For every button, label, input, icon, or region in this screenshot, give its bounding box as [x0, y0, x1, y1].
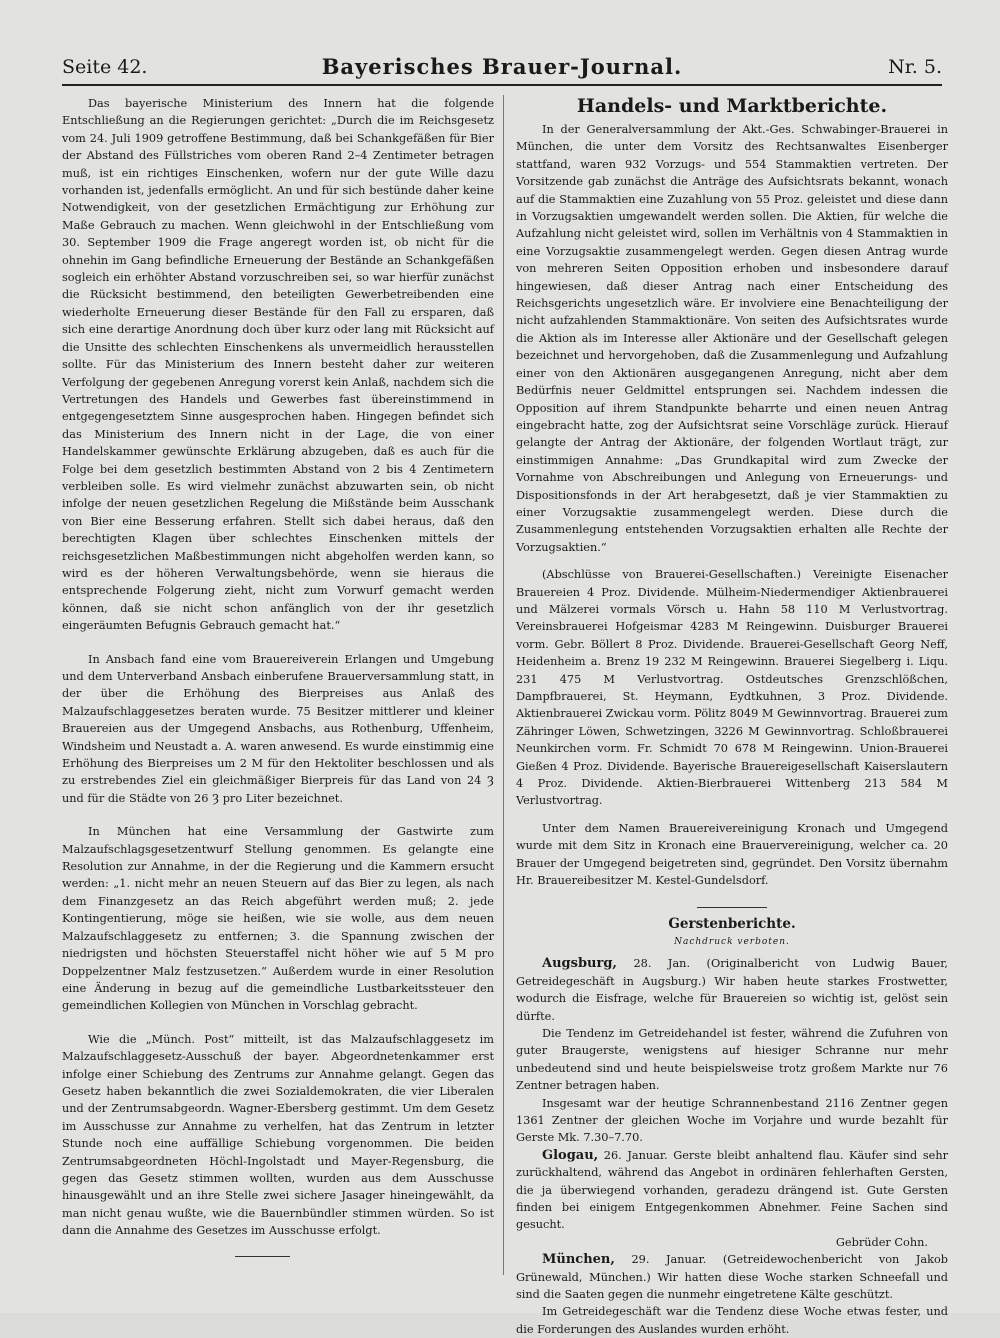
article-schwabinger: In der Generalversammlung der Akt.-Ges. Schwabinger-Brauerei in München, die unter dem Vorsitz des Rechtsanwaltes Eisenberger stattfand, waren 932 Vorzugs- und 554 Stammaktien vertreten. Der Vorsitzende gab zunächst die Anträge des Aufsichtsrats bekannt, wonach auf die Stammaktien eine Zuzahlung von 55 Proz. geleistet und diese dann in Vorzugsaktien umgewandelt werden sollen. Die Aktien, für welche die Aufzahlung nicht geleistet wird, sollen im Verhältnis von 4 Stammaktien in eine Vorzugsaktie zusammengelegt werden. Gegen diesen Antrag wurde von mehreren Seiten Opposition erhoben und insbesondere darauf hingewiesen, daß dieser Antrag nach einer Entscheidung des Reichsgerichts ungesetzlich wäre. Er involviere eine Benachteiligung der nicht aufzahlenden Stammaktionäre. Von seiten des Aufsichtsrates wurde die Aktion als im Interesse aller Aktionäre und der Gesellschaft gelegen bezeichnet und hervorgehoben, daß die Zusammenlegung und Aufzahlung einer von den Aktionären ausgegangenen Anregung, nicht aber dem Bedürfnis neuer Geldmittel entsprungen sei. Nachdem indessen die Opposition auf ihrem Standpunkte beharrte und einen neuen Antrag eingebracht hatte, zog der Aufsichtsrat seine Vorschläge zurück. Hierauf gelangte der Antrag der Aktionäre, der folgenden Wortlaut trägt, zur einstimmigen Annahme: „Das Grundkapital wird zum Zwecke der Vornahme von Abschreibungen und Anlegung von Erneuerungs- und Dispositionsfonds in der Art herabgesetzt, daß je vier Stammaktien zu einer Vorzugsaktie zusammengelegt werden. Diese durch die Zusammenlegung entstehenden Vorzugsaktien erhalten alle Rechte der Vorzugsaktien.“ [516, 123, 948, 554]
header-rule [62, 84, 942, 86]
right-column [516, 95, 948, 1338]
article-kronach: Unter dem Namen Brauereivereinigung Kronach und Umgegend wurde mit dem Sitz in Kronach eine Brauervereinigung, welcher ca. 20 Brauer der Umgegend beigetreten sind, gegründet. Den Vorsitz übernahm Hr. Brauereibesitzer M. Kestel-Gundelsdorf. [516, 821, 948, 888]
end-rule [235, 1256, 290, 1257]
page-header [62, 56, 942, 86]
subsection-title: Gerstenberichte. [668, 916, 796, 933]
left-column [62, 95, 494, 1240]
article-muenchen-gastwirte: In München hat eine Versammlung der Gastwirte zum Malzaufschlagsgesetzentwurf Stellung genommen. Es gelangte eine Resolution zur Annahme, in der die Regierung und die Kammern ersucht werden: „1. nicht mehr an neuen Steuern auf das Bier zu legen, als nach dem Finanzgesetz an das Reich abgeführt werden muß; 2. jede Kontingentierung, möge sie heißen, wie sie wolle, aus dem neuen Malzaufschlaggesetz zu entfernen; 3. die Spannung zwischen der niedrigsten und höchsten Steuerstaffel nicht höher wie auf 5 M pro Doppelzentner Malz festzusetzen.“ Außerdem wurde in einer Resolution eine Änderung in bezug auf die gemeindliche Lustbarkeitssteuer den gemeindlichen Kollegien von München in Vorschlag gebracht. [62, 825, 494, 1013]
report-augsburg: Augsburg, 28. Jan. (Originalbericht von Ludwig Bauer, Getreidegeschäft in Augsburg.) Wir haben heute starkes Frostwetter, wodurch die Eisfrage, welche für Brauereien so wichtig ist, gelöst sein dürfte. [516, 956, 948, 1023]
section-title: Handels- und Marktberichte. [576, 95, 888, 117]
article-ansbach: In Ansbach fand eine vom Brauereiverein Erlangen und Umgebung und dem Unterverband Ansbach einberufene Brauerversammlung statt, in der über die Erhöhung des Bierpreises aus Anlaß des Malzaufschlaggesetzes beraten wurde. 75 Besitzer mittlerer und kleiner Brauereien aus der Umgegend Ansbachs, aus Rothenburg, Uffenheim, Windsheim und Neustadt a. A. waren anwesend. Es wurde einstimmig eine Erhöhung des Bierpreises um 2 M für den Hektoliter beschlossen und als zu erstrebendes Ziel ein gleichmäßiger Bierpreis für das Land von 24 Ȝ und für die Städte von 26 Ȝ pro Liter bezeichnet. [62, 652, 494, 805]
article-malzaufschlag: Wie die „Münch. Post“ mitteilt, ist das Malzaufschlaggesetz im Malzaufschlaggesetz-Ausschuß der bayer. Abgeordnetenkammer erst infolge einer Schiebung des Zentrums zur Annahme gelangt. Gegen das Gesetz haben bekanntlich die zwei Sozialdemokraten, die vier Liberalen und der Zentrumsabgeordn. Wagner-Ebersberg gestimmt. Um dem Gesetz im Ausschusse zur Annahme zu verhelfen, hat das Zentrum in letzter Stunde noch eine auffällige Schiebung vorgenommen. Die beiden Zentrumsabgeordneten Höchl-Ingolstadt und Mayer-Regensburg, die gegen das Gesetz stimmen wollten, wurden aus dem Ausschusse hinausgewählt und an ihre Stelle zwei sichere Jasager hineingewählt, da man nicht genau wußte, wie die Bauernbündler stimmen würden. So ist dann die Annahme des Gesetzes im Ausschusse erfolgt. [62, 1032, 494, 1238]
city-muenchen: München, [542, 1252, 615, 1268]
report-augsburg-3: Insgesamt war der heutige Schrannenbestand 2116 Zentner gegen 1361 Zentner der gleichen Woche im Vorjahre und wurde bezahlt für Gerste Mk. 7.30–7.70. [516, 1096, 948, 1145]
reprint-note: Nachdruck verboten. [674, 936, 790, 947]
journal-title: Bayerisches Brauer-Journal. [321, 54, 683, 79]
section-rule [697, 907, 767, 908]
column-divider [503, 95, 504, 1275]
city-augsburg: Augsburg, [542, 956, 617, 972]
report-glogau: Glogau, 26. Januar. Gerste bleibt anhaltend flau. Käufer sind sehr zurückhaltend, während das Angebot in ordinären fehlerhaften Gersten, die ja überwiegend vorhanden, geradezu drängend ist. Gute Gersten finden bei einigem Entgegenkommen Abnehmer. Feine Sachen sind gesucht. [516, 1147, 948, 1232]
page-number: Seite 42. [62, 56, 148, 78]
issue-number: Nr. 5. [888, 56, 942, 78]
report-muenchen-2: Im Getreidegeschäft war die Tendenz diese Woche etwas fester, und die Forderungen des Auslandes wurden erhöht. [516, 1305, 948, 1336]
city-glogau: Glogau, [542, 1147, 599, 1163]
article-ministry: Das bayerische Ministerium des Innern hat die folgende Entschließung an die Regierungen gerichtet: „Durch die im Reichsgesetz vom 24. Juli 1909 getroffene Bestimmung, daß bei Schankgefäßen für Bier der Abstand des Füllstriches vom oberen Rand 2–4 Zentimeter betragen muß, ist ein richtiges Einschenken, wofern nur der gute Wille dazu vorhanden ist, jedenfalls ermöglicht. An und für sich bestünde daher keine Notwendigkeit, von der gesetzlichen Ermächtigung zur Erhöhung zur Maße Gebrauch zu machen. Wenn gleichwohl in der Entschließung vom 30. September 1909 die Frage angeregt worden ist, ob nicht für die ohnehin im Gang befindliche Erneuerung der Bestände an Schankgefäßen sogleich ein erhöhter Abstand vorzuschreiben sei, so war hierfür zunächst die Rücksicht bestimmend, den beteiligten Gewerbetreibenden eine wiederholte Erneuerung dieser Bestände für den Fall zu ersparen, daß sich eine derartige Anordnung doch über kurz oder lang mit Rücksicht auf die Unsitte des schlechten Einschenkens als unvermeidlich herausstellen sollte. Für das Ministerium des Innern besteht daher zur weiteren Verfolgung der gegebenen Anregung vorerst kein Anlaß, nachdem sich die Vertretungen des Handels und Gewerbes fast übereinstimmend in entgegengesetztem Sinne ausgesprochen haben. Hingegen befindet sich das Ministerium des Innern nicht in der Lage, die von einer Handelskammer gewünschte Erklärung abzugeben, daß es auch für die Folge bei dem gesetzlich bestimmten Abstand von 2 bis 4 Zentimetern verbleiben solle. Es wird vielmehr zunächst abzuwarten sein, ob nicht infolge der neuen gesetzlichen Regelung die Mißstände beim Ausschank von Bier eine Besserung erfahren. Stellt sich dabei heraus, daß den berechtigten Klagen über schlechtes Einschenken mittels der reichsgesetzlichen Maßbestimmungen nicht abgeholfen werden kann, so wird es der höheren Verwaltungsbehörde, wenn sie hieraus die entsprechende Folgerung zieht, nicht zum Vorwurf gemacht werden können, daß sie nicht schon anfänglich von der ihr gesetzlich eingeräumten Befugnis Gebrauch gemacht hat.“ [62, 97, 494, 633]
article-abschluesse: (Abschlüsse von Brauerei-Gesellschaften.) Vereinigte Eisenacher Brauereien 4 Proz. Dividende. Mülheim-Niedermendiger Aktienbrauerei und Mälzerei vormals Vörsch u. Hahn 58 110 M Verlustvortrag. Vereinsbrauerei Hofgeismar 4283 M Reingewinn. Duisburger Brauerei vorm. Gebr. Böllert 8 Proz. Dividende. Brauerei-Gesellschaft Georg Neff, Heidenheim a. Brenz 19 232 M Reingewinn. Brauerei Siegelberg i. Liqu. 231 475 M Verlustvortrag. Ostdeutsches Grenzschlößchen, Dampfbrauerei, St. Heymann, Eydtkuhnen, 3 Proz. Dividende. Aktienbrauerei Zwickau vorm. Pölitz 8049 M Gewinnvortrag. Brauerei zum Zähringer Löwen, Schwetzingen, 3226 M Gewinnvortrag. Schloßbrauerei Neunkirchen vorm. Fr. Schmidt 70 678 M Reingewinn. Union-Brauerei Gießen 4 Proz. Dividende. Bayerische Brauereigesellschaft Kaiserslautern 4 Proz. Dividende. Aktien-Bierbrauerei Wittenberg 213 584 M Verlustvortrag. [516, 568, 948, 808]
report-augsburg-2: Die Tendenz im Getreidehandel ist fester, während die Zufuhren von guter Braugerste, wenigstens auf hiesiger Schranne nur mehr unbedeutend sind und heute beispielsweise trotz großem Markte nur 76 Zentner betragen haben. [516, 1026, 948, 1093]
signature-glogau: Gebrüder Cohn. [835, 1235, 928, 1249]
report-muenchen: München, 29. Januar. (Getreidewochenbericht von Jakob Grünewald, München.) Wir hatten diese Woche starken Schneefall und sind die Saaten gegen die nunmehr eingetretene Kälte geschützt. [516, 1252, 948, 1301]
